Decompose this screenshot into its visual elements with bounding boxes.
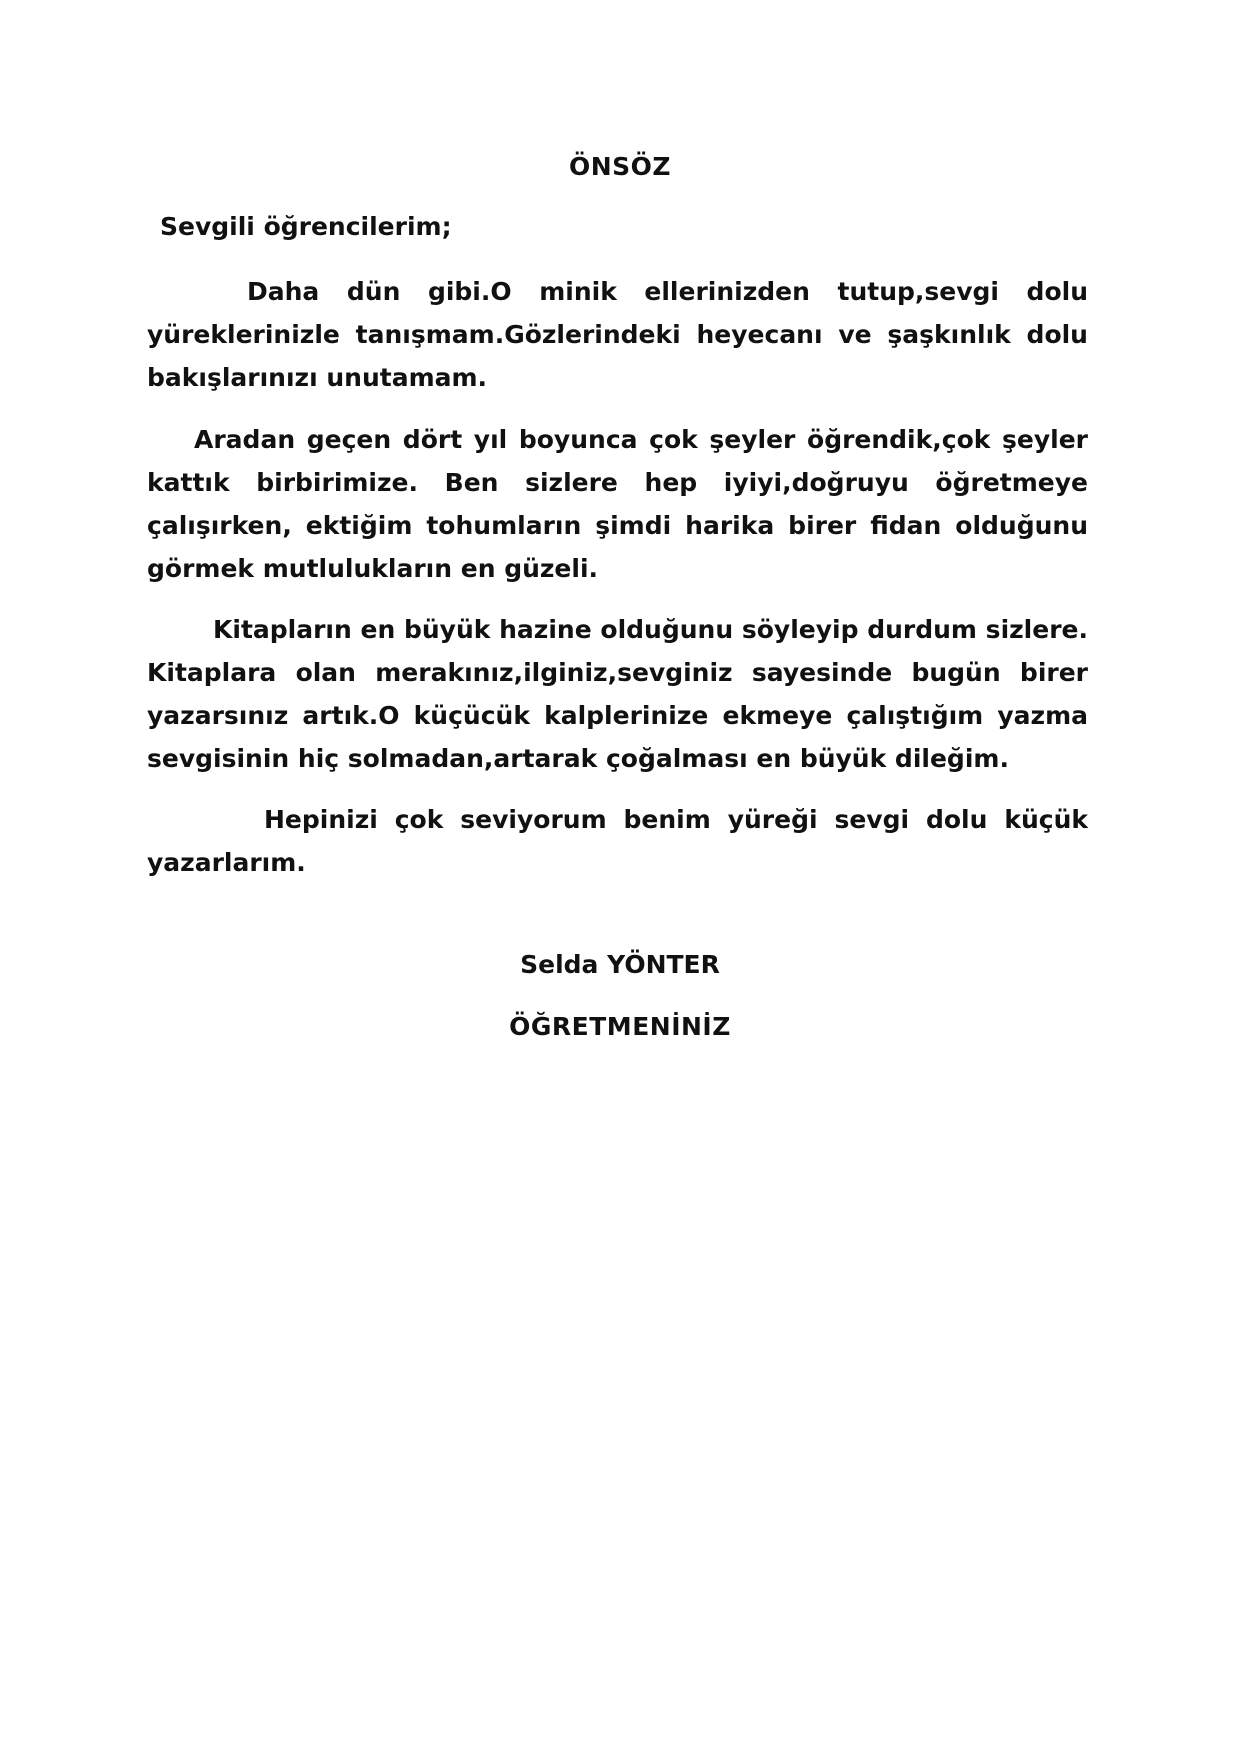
page-title: ÖNSÖZ: [568, 152, 672, 181]
paragraph-line: yazarsınız artık.O küçücük kalplerinize ekmeye çalıştığım yazma: [147, 701, 1088, 730]
paragraph-line: görmek mutlulukların en güzeli.: [147, 554, 599, 583]
paragraph-line: Kitapların en büyük hazine olduğunu söyleyip durdum sizlere.: [213, 615, 1088, 644]
paragraph-line: yüreklerinizle tanışmam.Gözlerindeki heyecanı ve şaşkınlık dolu: [147, 320, 1088, 349]
paragraph-1: [147, 270, 1088, 399]
paragraph-line: kattık birbirimize. Ben sizlere hep iyiyi,doğruyu öğretmeye: [147, 468, 1088, 497]
paragraph-line: Aradan geçen dört yıl boyunca çok şeyler öğrendik,çok şeyler: [194, 425, 1088, 454]
paragraph-line: Daha dün gibi.O minik ellerinizden tutup,sevgi dolu: [247, 277, 1088, 306]
paragraph-line: Kitaplara olan merakınız,ilginiz,sevginiz sayesinde bugün birer: [147, 658, 1088, 687]
signature-name: Selda YÖNTER: [520, 950, 720, 979]
salutation: Sevgili öğrencilerim;: [160, 212, 452, 241]
paragraph-line: sevgisinin hiç solmadan,artarak çoğalması en büyük dileğim.: [147, 744, 1009, 773]
paragraph-3: [147, 608, 1088, 780]
paragraph-2: [147, 418, 1088, 590]
paragraph-line: çalışırken, ektiğim tohumların şimdi harika birer fidan olduğunu: [147, 511, 1088, 540]
paragraph-line: Hepinizi çok seviyorum benim yüreği sevgi dolu küçük: [264, 805, 1088, 834]
paragraph-line: bakışlarınızı unutamam.: [147, 363, 488, 392]
paragraph-line: yazarlarım.: [147, 848, 306, 877]
paragraph-4: [147, 798, 1088, 884]
signature-role: ÖĞRETMENİNİZ: [509, 1012, 731, 1041]
